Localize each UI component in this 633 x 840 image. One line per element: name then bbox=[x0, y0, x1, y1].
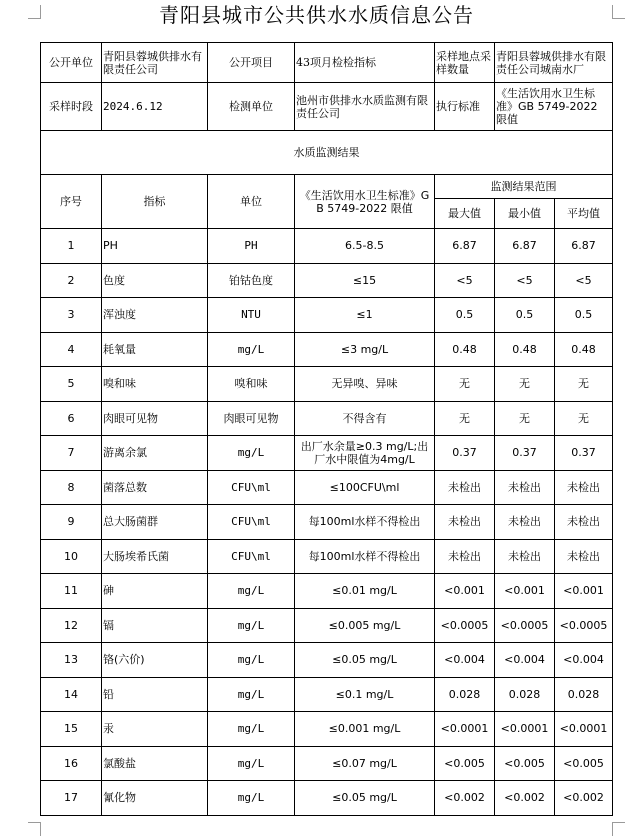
unit-cell: PH bbox=[208, 229, 295, 264]
crop-mark bbox=[613, 18, 625, 19]
unit-cell: mg/L bbox=[208, 436, 295, 471]
item-value: 43项月检检指标 bbox=[295, 43, 435, 83]
min-value: 0.37 bbox=[495, 436, 555, 471]
max-value: 0.028 bbox=[435, 677, 495, 712]
header-no: 序号 bbox=[41, 175, 102, 229]
unit-cell: mg/L bbox=[208, 608, 295, 643]
max-value: 0.5 bbox=[435, 298, 495, 333]
avg-value: 未检出 bbox=[555, 470, 613, 505]
indicator-name: 游离余氯 bbox=[102, 436, 208, 471]
item-label: 公开项目 bbox=[208, 43, 295, 83]
avg-value: 无 bbox=[555, 401, 613, 436]
lab-label: 检测单位 bbox=[208, 83, 295, 131]
unit-cell: NTU bbox=[208, 298, 295, 333]
indicator-name: PH bbox=[102, 229, 208, 264]
row-number: 13 bbox=[41, 643, 102, 678]
avg-value: <0.0001 bbox=[555, 712, 613, 747]
unit-cell: CFU\ml bbox=[208, 505, 295, 540]
indicator-name: 大肠埃希氏菌 bbox=[102, 539, 208, 574]
header-range: 监测结果范围 bbox=[435, 175, 613, 199]
table-row bbox=[41, 401, 613, 436]
indicator-name: 色度 bbox=[102, 263, 208, 298]
limit-cell: ≤1 bbox=[295, 298, 435, 333]
max-value: <0.004 bbox=[435, 643, 495, 678]
info-row bbox=[41, 83, 613, 131]
header-min: 最小值 bbox=[495, 199, 555, 229]
indicator-name: 肉眼可见物 bbox=[102, 401, 208, 436]
table-row bbox=[41, 574, 613, 609]
table-row bbox=[41, 263, 613, 298]
table-row bbox=[41, 746, 613, 781]
crop-mark bbox=[612, 5, 613, 19]
crop-mark bbox=[40, 5, 41, 19]
max-value: 6.87 bbox=[435, 229, 495, 264]
limit-cell: 无异嗅、异味 bbox=[295, 367, 435, 402]
avg-value: <0.0005 bbox=[555, 608, 613, 643]
indicator-name: 浑浊度 bbox=[102, 298, 208, 333]
crop-mark bbox=[613, 822, 625, 823]
header-unit: 单位 bbox=[208, 175, 295, 229]
unit-cell: CFU\ml bbox=[208, 539, 295, 574]
unit-cell: mg/L bbox=[208, 746, 295, 781]
avg-value: 6.87 bbox=[555, 229, 613, 264]
row-number: 11 bbox=[41, 574, 102, 609]
water-quality-table bbox=[40, 42, 613, 816]
min-value: 0.5 bbox=[495, 298, 555, 333]
max-value: <0.0005 bbox=[435, 608, 495, 643]
min-value: <0.001 bbox=[495, 574, 555, 609]
table-row bbox=[41, 470, 613, 505]
page-title: 青阳县城市公共供水水质信息公告 bbox=[159, 3, 474, 27]
lab-value: 池州市供排水水质监测有限责任公司 bbox=[295, 83, 435, 131]
unit-cell: mg/L bbox=[208, 643, 295, 678]
limit-cell: ≤0.05 mg/L bbox=[295, 643, 435, 678]
unit-cell: CFU\ml bbox=[208, 470, 295, 505]
avg-value: 0.37 bbox=[555, 436, 613, 471]
min-value: <0.0005 bbox=[495, 608, 555, 643]
row-number: 16 bbox=[41, 746, 102, 781]
row-number: 6 bbox=[41, 401, 102, 436]
min-value: <0.005 bbox=[495, 746, 555, 781]
indicator-name: 嗅和味 bbox=[102, 367, 208, 402]
table-row bbox=[41, 781, 613, 816]
row-number: 12 bbox=[41, 608, 102, 643]
table-row bbox=[41, 608, 613, 643]
crop-mark bbox=[612, 822, 613, 836]
min-value: 0.028 bbox=[495, 677, 555, 712]
limit-cell: ≤0.01 mg/L bbox=[295, 574, 435, 609]
avg-value: 未检出 bbox=[555, 539, 613, 574]
row-number: 10 bbox=[41, 539, 102, 574]
avg-value: <0.001 bbox=[555, 574, 613, 609]
table-row bbox=[41, 539, 613, 574]
indicator-name: 菌落总数 bbox=[102, 470, 208, 505]
limit-cell: 不得含有 bbox=[295, 401, 435, 436]
row-number: 14 bbox=[41, 677, 102, 712]
publisher-value: 青阳县蓉城供排水有限责任公司 bbox=[102, 43, 208, 83]
crop-mark bbox=[40, 822, 41, 836]
indicator-name: 铬(六价) bbox=[102, 643, 208, 678]
avg-value: 未检出 bbox=[555, 505, 613, 540]
min-value: 无 bbox=[495, 401, 555, 436]
row-number: 4 bbox=[41, 332, 102, 367]
table-row bbox=[41, 643, 613, 678]
indicator-name: 总大肠菌群 bbox=[102, 505, 208, 540]
indicator-name: 汞 bbox=[102, 712, 208, 747]
row-number: 8 bbox=[41, 470, 102, 505]
table-row bbox=[41, 367, 613, 402]
max-value: 未检出 bbox=[435, 539, 495, 574]
min-value: 6.87 bbox=[495, 229, 555, 264]
max-value: 0.48 bbox=[435, 332, 495, 367]
header-row bbox=[41, 175, 613, 199]
row-number: 1 bbox=[41, 229, 102, 264]
standard-label: 执行标准 bbox=[435, 83, 495, 131]
max-value: <0.0001 bbox=[435, 712, 495, 747]
unit-cell: mg/L bbox=[208, 781, 295, 816]
unit-cell: mg/L bbox=[208, 712, 295, 747]
avg-value: 0.028 bbox=[555, 677, 613, 712]
limit-cell: ≤100CFU\ml bbox=[295, 470, 435, 505]
indicator-name: 砷 bbox=[102, 574, 208, 609]
section-title: 水质监测结果 bbox=[41, 131, 613, 175]
row-number: 5 bbox=[41, 367, 102, 402]
row-number: 2 bbox=[41, 263, 102, 298]
unit-cell: 铂钴色度 bbox=[208, 263, 295, 298]
limit-cell: 出厂水余量≥0.3 mg/L;出厂水中限值为4mg/L bbox=[295, 436, 435, 471]
limit-cell: 每100ml水样不得检出 bbox=[295, 505, 435, 540]
info-row bbox=[41, 43, 613, 83]
indicator-name: 镉 bbox=[102, 608, 208, 643]
row-number: 7 bbox=[41, 436, 102, 471]
min-value: <0.0001 bbox=[495, 712, 555, 747]
avg-value: <0.002 bbox=[555, 781, 613, 816]
crop-mark bbox=[28, 18, 40, 19]
min-value: 0.48 bbox=[495, 332, 555, 367]
max-value: 未检出 bbox=[435, 505, 495, 540]
limit-cell: ≤0.05 mg/L bbox=[295, 781, 435, 816]
period-label: 采样时段 bbox=[41, 83, 102, 131]
max-value: 未检出 bbox=[435, 470, 495, 505]
row-number: 17 bbox=[41, 781, 102, 816]
limit-cell: ≤3 mg/L bbox=[295, 332, 435, 367]
period-value: 2024.6.12 bbox=[102, 83, 208, 131]
table-row bbox=[41, 712, 613, 747]
limit-cell: ≤0.005 mg/L bbox=[295, 608, 435, 643]
indicator-name: 氯酸盐 bbox=[102, 746, 208, 781]
table-row bbox=[41, 677, 613, 712]
header-max: 最大值 bbox=[435, 199, 495, 229]
unit-cell: mg/L bbox=[208, 574, 295, 609]
limit-cell: ≤0.07 mg/L bbox=[295, 746, 435, 781]
max-value: 0.37 bbox=[435, 436, 495, 471]
limit-cell: ≤0.1 mg/L bbox=[295, 677, 435, 712]
max-value: <0.001 bbox=[435, 574, 495, 609]
unit-cell: mg/L bbox=[208, 677, 295, 712]
avg-value: <5 bbox=[555, 263, 613, 298]
unit-cell: mg/L bbox=[208, 332, 295, 367]
row-number: 9 bbox=[41, 505, 102, 540]
site-value: 青阳县蓉城供排水有限责任公司城南水厂 bbox=[495, 43, 613, 83]
standard-value: 《生活饮用水卫生标准》GB 5749-2022 限值 bbox=[495, 83, 613, 131]
max-value: 无 bbox=[435, 367, 495, 402]
header-avg: 平均值 bbox=[555, 199, 613, 229]
row-number: 15 bbox=[41, 712, 102, 747]
avg-value: 0.5 bbox=[555, 298, 613, 333]
avg-value: 0.48 bbox=[555, 332, 613, 367]
max-value: <0.005 bbox=[435, 746, 495, 781]
avg-value: <0.005 bbox=[555, 746, 613, 781]
min-value: 未检出 bbox=[495, 470, 555, 505]
min-value: <0.004 bbox=[495, 643, 555, 678]
table-row bbox=[41, 298, 613, 333]
min-value: 未检出 bbox=[495, 505, 555, 540]
limit-cell: 每100ml水样不得检出 bbox=[295, 539, 435, 574]
indicator-name: 耗氧量 bbox=[102, 332, 208, 367]
table-row bbox=[41, 436, 613, 471]
header-limit: 《生活饮用水卫生标准》GB 5749-2022 限值 bbox=[295, 175, 435, 229]
unit-cell: 嗅和味 bbox=[208, 367, 295, 402]
crop-mark bbox=[28, 822, 40, 823]
publisher-label: 公开单位 bbox=[41, 43, 102, 83]
table-row bbox=[41, 505, 613, 540]
min-value: 无 bbox=[495, 367, 555, 402]
min-value: 未检出 bbox=[495, 539, 555, 574]
header-indicator: 指标 bbox=[102, 175, 208, 229]
limit-cell: ≤15 bbox=[295, 263, 435, 298]
max-value: <0.002 bbox=[435, 781, 495, 816]
unit-cell: 肉眼可见物 bbox=[208, 401, 295, 436]
max-value: <5 bbox=[435, 263, 495, 298]
min-value: <5 bbox=[495, 263, 555, 298]
limit-cell: ≤0.001 mg/L bbox=[295, 712, 435, 747]
section-row bbox=[41, 131, 613, 175]
indicator-name: 氰化物 bbox=[102, 781, 208, 816]
row-number: 3 bbox=[41, 298, 102, 333]
avg-value: <0.004 bbox=[555, 643, 613, 678]
min-value: <0.002 bbox=[495, 781, 555, 816]
table-row bbox=[41, 229, 613, 264]
site-label: 采样地点采样数量 bbox=[435, 43, 495, 83]
indicator-name: 铅 bbox=[102, 677, 208, 712]
table-row bbox=[41, 332, 613, 367]
avg-value: 无 bbox=[555, 367, 613, 402]
limit-cell: 6.5-8.5 bbox=[295, 229, 435, 264]
max-value: 无 bbox=[435, 401, 495, 436]
